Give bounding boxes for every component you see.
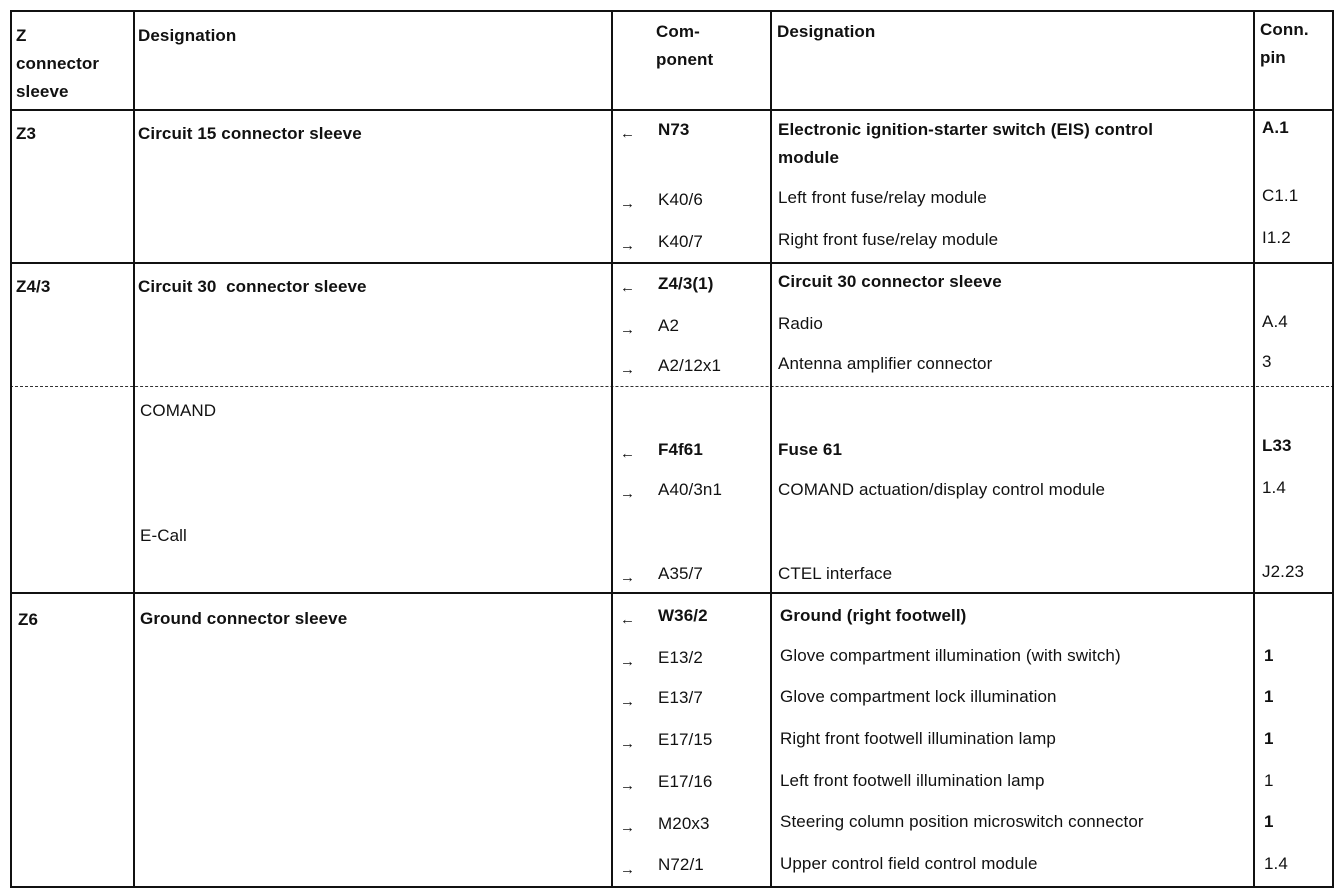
col-divider-4	[1253, 10, 1255, 888]
z6-row1-component: W36/2	[658, 606, 708, 625]
z6-row4-pin: 1	[1264, 729, 1274, 748]
header-designation-left: Designation	[138, 26, 237, 45]
z6-row7-designation: Upper control field control module	[780, 854, 1038, 873]
ecall-row1-arrow: →	[620, 569, 636, 586]
group-z3-id: Z3	[16, 124, 37, 143]
comand-row2-pin: 1.4	[1262, 478, 1286, 497]
z6-row1-arrow: ←	[620, 611, 636, 628]
comand-row1-component: F4f61	[658, 440, 703, 459]
z4-row2-designation: Radio	[778, 314, 823, 333]
group-z4-id: Z4/3	[16, 277, 51, 296]
z6-row2-component: E13/2	[658, 648, 703, 667]
table-border-bottom	[10, 886, 1334, 888]
z3-row2-arrow: →	[620, 195, 636, 212]
z6-row5-component: E17/16	[658, 772, 713, 791]
sub-comand-label: COMAND	[140, 401, 217, 420]
z3-row3-component: K40/7	[658, 232, 703, 251]
ecall-row1-component: A35/7	[658, 564, 703, 583]
table-border-top	[10, 10, 1334, 12]
comand-row2-component: A40/3n1	[658, 480, 723, 499]
ecall-row1-pin: J2.23	[1262, 562, 1305, 581]
z4-row1-designation: Circuit 30 connector sleeve	[778, 272, 1002, 291]
z6-row2-designation: Glove compartment illumination (with switch)	[780, 646, 1121, 665]
z4-row2-component: A2	[658, 316, 679, 335]
col-divider-2	[611, 10, 613, 888]
z3-row2-component: K40/6	[658, 190, 703, 209]
z6-row3-pin: 1	[1264, 687, 1274, 706]
z4-row3-arrow: →	[620, 361, 636, 378]
z3-row2-pin: C1.1	[1262, 186, 1299, 205]
z6-row2-pin: 1	[1264, 646, 1274, 665]
header-z-line3: sleeve	[16, 82, 69, 101]
z6-row3-arrow: →	[620, 693, 636, 710]
z6-row6-component: M20x3	[658, 814, 710, 833]
z6-row7-component: N72/1	[658, 855, 704, 874]
z6-row6-arrow: →	[620, 819, 636, 836]
z3-row3-designation: Right front fuse/relay module	[778, 230, 999, 249]
z3-row1-component: N73	[658, 120, 690, 139]
z6-row4-designation: Right front footwell illumination lamp	[780, 729, 1056, 748]
z3-row1-pin: A.1	[1262, 118, 1289, 137]
col-divider-1	[133, 10, 135, 888]
z6-row4-arrow: →	[620, 735, 636, 752]
z6-row1-designation: Ground (right footwell)	[780, 606, 967, 625]
z6-row5-pin: 1	[1264, 771, 1274, 790]
z6-row3-designation: Glove compartment lock illumination	[780, 687, 1057, 706]
comand-row1-pin: L33	[1262, 436, 1292, 455]
z4-row3-pin: 3	[1262, 352, 1272, 371]
comand-row1-designation: Fuse 61	[778, 440, 843, 459]
group-divider-z4	[10, 262, 1334, 264]
dashed-divider-comand	[10, 386, 1334, 387]
z4-row2-arrow: →	[620, 321, 636, 338]
z4-row3-component: A2/12x1	[658, 356, 722, 375]
z4-row3-designation: Antenna amplifier connector	[778, 354, 993, 373]
z6-row6-pin: 1	[1264, 812, 1274, 831]
z3-row1-designation: Electronic ignition-starter switch (EIS) control	[778, 120, 1154, 139]
z3-row1-designation2: module	[778, 148, 840, 167]
group-divider-z6	[10, 592, 1334, 594]
z4-row2-pin: A.4	[1262, 312, 1288, 331]
group-z6-id: Z6	[18, 610, 39, 629]
z3-row3-pin: I1.2	[1262, 228, 1291, 247]
comand-row2-arrow: →	[620, 485, 636, 502]
group-z4-designation: Circuit 30 connector sleeve	[138, 277, 367, 296]
header-divider	[10, 109, 1334, 111]
z4-row1-arrow: ←	[620, 279, 636, 296]
header-designation-right: Designation	[777, 22, 876, 41]
z6-row7-pin: 1.4	[1264, 854, 1288, 873]
ecall-row1-designation: CTEL interface	[778, 564, 893, 583]
group-z6-designation: Ground connector sleeve	[140, 609, 348, 628]
z6-row6-designation: Steering column position microswitch connector	[780, 812, 1144, 831]
sub-ecall-label: E-Call	[140, 526, 187, 545]
z3-row3-arrow: →	[620, 237, 636, 254]
group-z3-designation: Circuit 15 connector sleeve	[138, 124, 362, 143]
table-border-left	[10, 10, 12, 888]
z6-row4-component: E17/15	[658, 730, 713, 749]
z3-row1-arrow: ←	[620, 125, 636, 142]
z6-row5-arrow: →	[620, 777, 636, 794]
comand-row1-arrow: ←	[620, 445, 636, 462]
header-pin-line1: Conn.	[1260, 20, 1309, 39]
connector-table	[10, 10, 1334, 888]
z4-row1-component: Z4/3(1)	[658, 274, 714, 293]
z6-row2-arrow: →	[620, 653, 636, 670]
header-pin-line2: pin	[1260, 48, 1286, 67]
z6-row7-arrow: →	[620, 861, 636, 878]
table-border-right	[1332, 10, 1334, 888]
comand-row2-designation: COMAND actuation/display control module	[778, 480, 1106, 499]
col-divider-3	[770, 10, 772, 888]
header-z-line2: connector	[16, 54, 100, 73]
header-component-line1: Com-	[656, 22, 700, 41]
z3-row2-designation: Left front fuse/relay module	[778, 188, 987, 207]
z6-row5-designation: Left front footwell illumination lamp	[780, 771, 1045, 790]
header-z-line1: Z	[16, 26, 27, 45]
z6-row3-component: E13/7	[658, 688, 703, 707]
header-component-line2: ponent	[656, 50, 714, 69]
